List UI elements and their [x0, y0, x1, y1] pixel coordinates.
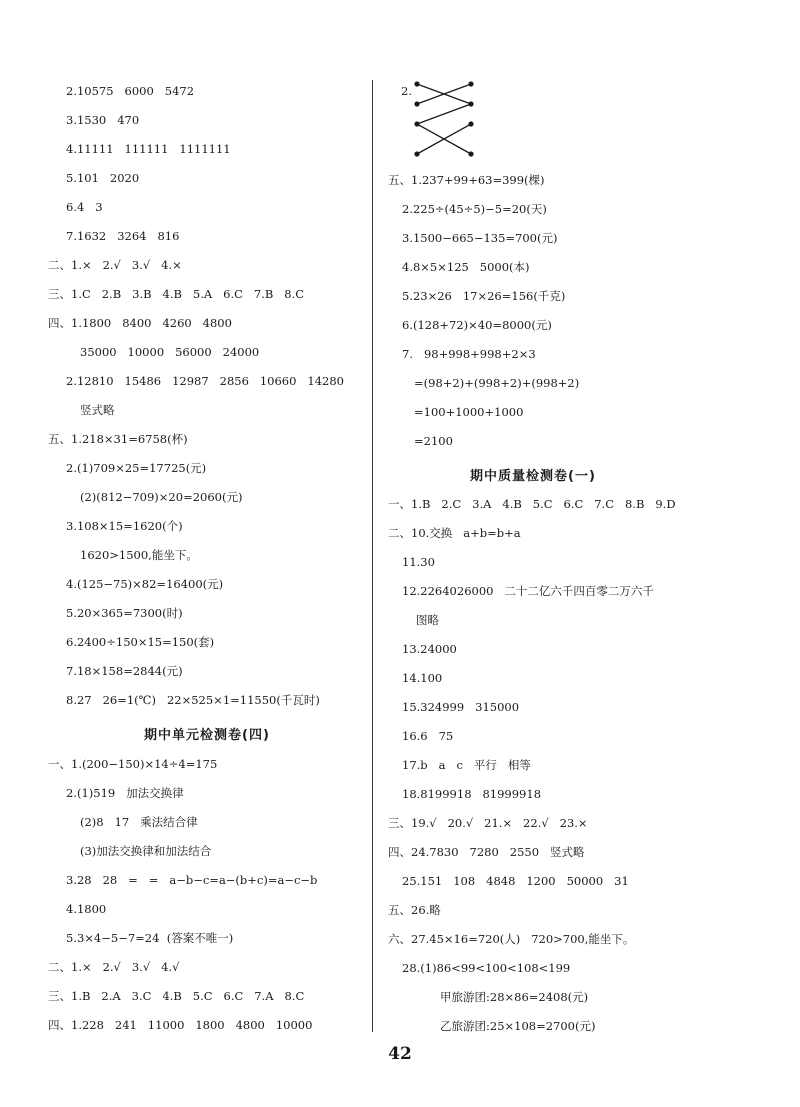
answer-line: 一、1.(200−150)×14÷4=175 — [48, 757, 218, 771]
answer-line: 二、10.交换 a+b=b+a — [388, 526, 521, 540]
answer-line: =(98+2)+(998+2)+(998+2) — [414, 376, 580, 390]
match-dot — [468, 101, 473, 106]
answer-line: 六、27.45×16=720(人) 720>700,能坐下。 — [388, 932, 635, 946]
match-dot — [468, 151, 473, 156]
section-title: 期中单元检测卷(四) — [144, 728, 270, 743]
answer-line: 1620>1500,能坐下。 — [80, 548, 198, 562]
answer-line: =100+1000+1000 — [414, 405, 524, 419]
answer-line: 3.108×15=1620(个) — [66, 519, 183, 533]
answer-line: 13.24000 — [402, 642, 457, 656]
answer-line: 4.11111 111111 1111111 — [66, 142, 231, 156]
answer-line: 4.8×5×125 5000(本) — [402, 260, 530, 274]
answer-line: 8.27 26=1(℃) 22×525×1=11550(千瓦时) — [66, 693, 320, 707]
matching-lines-diagram — [409, 78, 479, 160]
answer-line: 二、1.× 2.√ 3.√ 4.× — [48, 258, 182, 272]
match-dot — [414, 121, 419, 126]
answer-line: 3.1500−665−135=700(元) — [402, 231, 558, 245]
page-number: 42 — [388, 1044, 412, 1064]
answer-line: 2.225÷(45÷5)−5=20(天) — [402, 202, 547, 216]
answer-line: 11.30 — [402, 555, 435, 569]
answer-line: 2.(1)709×25=17725(元) — [66, 461, 207, 475]
answer-line: 35000 10000 56000 24000 — [80, 345, 260, 359]
answer-line: 4.1800 — [66, 902, 107, 916]
answer-line: 4.(125−75)×82=16400(元) — [66, 577, 224, 591]
answer-line: 五、1.218×31=6758(杯) — [48, 432, 188, 446]
match-dot — [414, 151, 419, 156]
answer-line: 6.(128+72)×40=8000(元) — [402, 318, 552, 332]
answer-line: 5.3×4−5−7=24 (答案不唯一) — [66, 931, 234, 945]
match-dot — [414, 101, 419, 106]
match-dot — [414, 81, 419, 86]
answer-line: 二、1.× 2.√ 3.√ 4.√ — [48, 960, 180, 974]
answer-line: 17.b a c 平行 相等 — [402, 758, 531, 772]
match-dot — [468, 121, 473, 126]
answer-line: 25.151 108 4848 1200 50000 31 — [402, 874, 629, 888]
answer-line: 14.100 — [402, 671, 443, 685]
answer-line: 15.324999 315000 — [402, 700, 520, 714]
answer-line: 三、1.C 2.B 3.B 4.B 5.A 6.C 7.B 8.C — [48, 287, 305, 301]
section-title: 期中质量检测卷(一) — [470, 469, 596, 484]
answer-line: 一、1.B 2.C 3.A 4.B 5.C 6.C 7.C 8.B 9.D — [388, 497, 676, 511]
answer-line: 5.101 2020 — [66, 171, 140, 185]
answer-line: 18.8199918 81999918 — [402, 787, 542, 801]
answer-line: 竖式略 — [80, 403, 115, 417]
answer-line: 甲旅游团:28×86=2408(元) — [440, 990, 589, 1004]
answer-line: 五、1.237+99+63=399(棵) — [388, 173, 545, 187]
answer-line: 2.(1)519 加法交换律 — [66, 786, 184, 800]
answer-line: (3)加法交换律和加法结合 — [80, 844, 212, 858]
answer-line: 三、1.B 2.A 3.C 4.B 5.C 6.C 7.A 8.C — [48, 989, 305, 1003]
answer-line: 四、1.228 241 11000 1800 4800 10000 — [48, 1018, 313, 1032]
answer-line: 7.18×158=2844(元) — [66, 664, 183, 678]
answer-line: =2100 — [414, 434, 453, 448]
answer-line: 图略 — [416, 613, 439, 627]
match-dot — [468, 81, 473, 86]
answer-line: (2)8 17 乘法结合律 — [80, 815, 198, 829]
column-divider — [372, 80, 373, 1032]
answer-line: 6.2400÷150×15=150(套) — [66, 635, 215, 649]
answer-line: 16.6 75 — [402, 729, 454, 743]
answer-line: 5.23×26 17×26=156(千克) — [402, 289, 566, 303]
answer-line: 乙旅游团:25×108=2700(元) — [440, 1019, 596, 1033]
answer-line: 五、26.略 — [388, 903, 441, 917]
answer-line: 6.4 3 — [66, 200, 103, 214]
answer-line: (2)(812−709)×20=2060(元) — [80, 490, 243, 504]
match-line — [417, 104, 471, 124]
answer-line: 2.10575 6000 5472 — [66, 84, 195, 98]
answer-line: 3.28 28 = = a−b−c=a−(b+c)=a−c−b — [66, 873, 318, 887]
answer-line: 3.1530 470 — [66, 113, 140, 127]
match-question-number: 2. — [401, 84, 412, 98]
answer-line: 7.1632 3264 816 — [66, 229, 180, 243]
answer-line: 5.20×365=7300(时) — [66, 606, 183, 620]
answer-line: 四、1.1800 8400 4260 4800 — [48, 316, 232, 330]
answer-line: 7. 98+998+998+2×3 — [402, 347, 536, 361]
answer-line: 三、19.√ 20.√ 21.× 22.√ 23.× — [388, 816, 588, 830]
answer-line: 2.12810 15486 12987 2856 10660 14280 — [66, 374, 344, 388]
answer-line: 四、24.7830 7280 2550 竖式略 — [388, 845, 585, 859]
answer-line: 28.(1)86<99<100<108<199 — [402, 961, 571, 975]
answer-line: 12.2264026000 二十二亿六千四百零二万六千 — [402, 584, 654, 598]
